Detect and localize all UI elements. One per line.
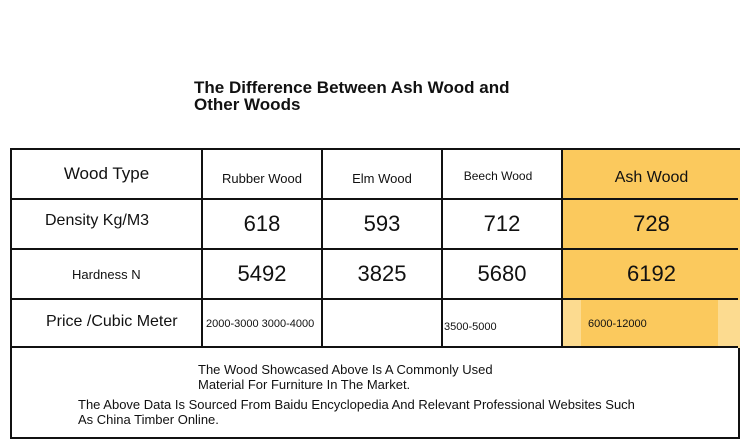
density-rubber: 618 [243, 211, 281, 236]
note-line-3: The Above Data Is Sourced From Baidu Encyclopedia And Relevant Professional Websites Such [78, 397, 635, 412]
hardness-rubber: 5492 [237, 261, 287, 286]
price-rubber: 2000-3000 3000-4000 [206, 318, 315, 330]
title-line-2: Other Woods [194, 95, 301, 114]
comparison-table [10, 148, 740, 439]
density-elm: 593 [363, 211, 401, 236]
row-label-price: Price /Cubic Meter [46, 313, 178, 330]
hardness-beech: 5680 [477, 261, 527, 286]
header-elm-wood: Elm Wood [352, 170, 412, 186]
ash-price-fade [563, 300, 581, 348]
row-label-density: Density Kg/M3 [45, 212, 150, 229]
header-beech-wood: Beech Wood [463, 169, 533, 183]
density-ash: 728 [633, 211, 670, 236]
price-ash: 6000-12000 [588, 318, 647, 330]
note-line-4: As China Timber Online. [78, 412, 219, 427]
hardness-elm: 3825 [357, 261, 407, 286]
title-line-1: The Difference Between Ash Wood and [194, 78, 510, 97]
price-beech: 3500-5000 [444, 321, 497, 333]
header-ash-wood: Ash Wood [614, 169, 689, 186]
note-line-1: The Wood Showcased Above Is A Commonly Used [198, 362, 493, 377]
hardness-ash: 6192 [627, 261, 676, 286]
density-beech: 712 [483, 211, 521, 236]
page-title [194, 79, 554, 113]
price-elm [323, 300, 441, 348]
note-line-2: Material For Furniture In The Market. [198, 377, 411, 392]
header-rubber-wood: Rubber Wood [222, 170, 302, 186]
header-wood-type: Wood Type [63, 164, 150, 183]
row-label-hardness: Hardness N [72, 266, 141, 282]
